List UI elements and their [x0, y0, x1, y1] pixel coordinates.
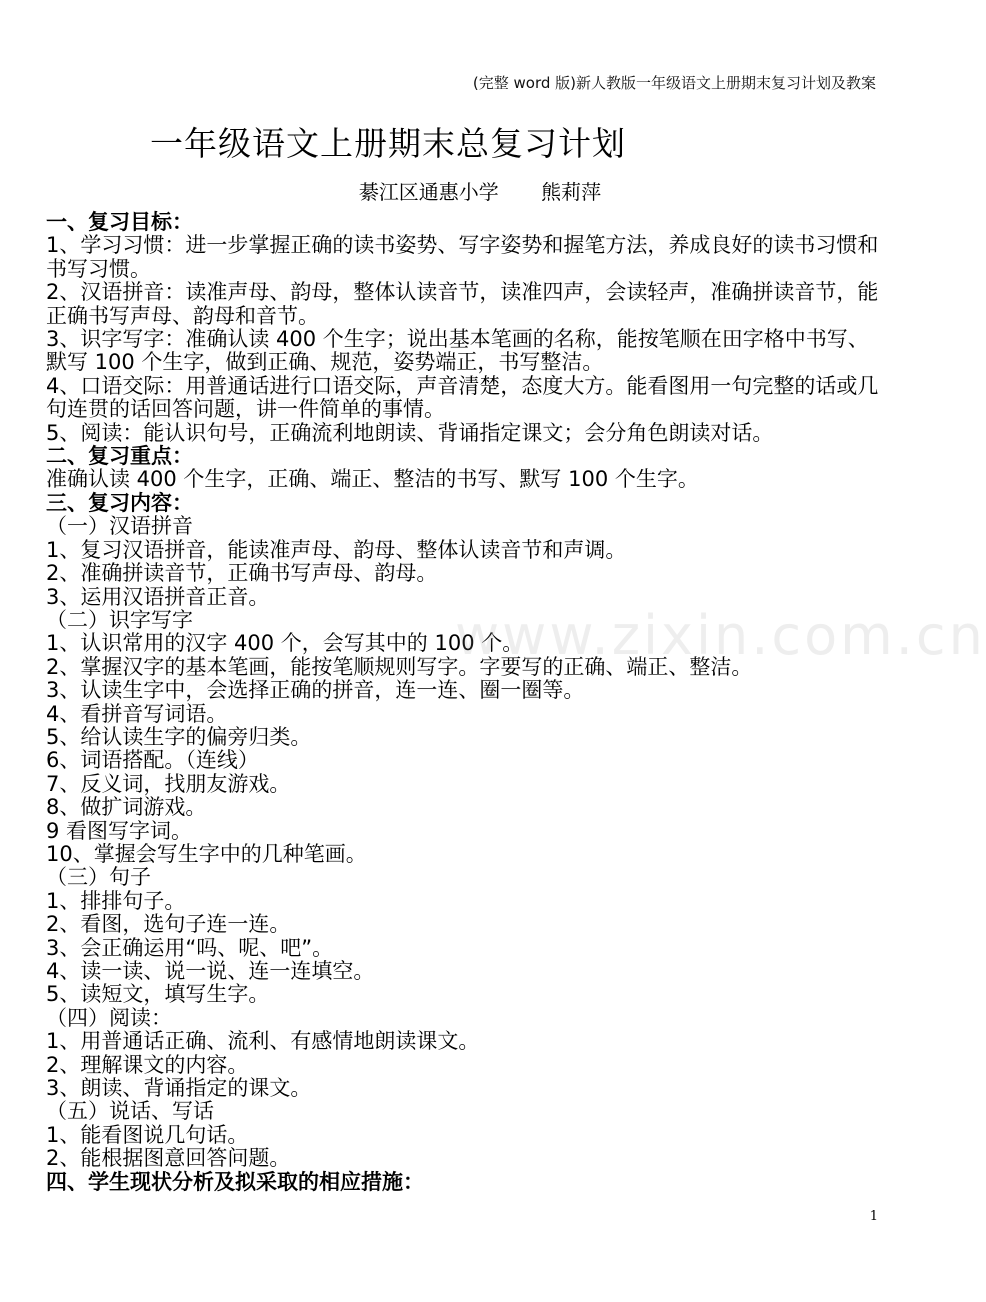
body-line: （五）说话、写话: [46, 1099, 214, 1124]
body-line: （四）阅读：: [46, 1005, 172, 1030]
document-body: [46, 211, 880, 1194]
body-line: 5、阅读：能认识句号，正确流利地朗读、背诵指定课文；会分角色朗读对话。: [46, 420, 774, 445]
body-line: 2、汉语拼音：读准声母、韵母，整体认读音节，读准四声，会读轻声，准确拼读音节，能正确书写声母、韵母和音节。: [46, 280, 879, 328]
body-line: （三）句子: [46, 865, 151, 890]
body-line: 3、会正确运用“吗、呢、吧”。: [46, 935, 334, 960]
body-line: 4、读一读、说一说、连一连填空。: [46, 959, 375, 983]
header-note: (完整 word 版)新人教版一年级语文上册期末复习计划及教案: [472, 74, 876, 92]
body-line: 3、识字写字：准确认读 400 个生字；说出基本笔画的名称，能按笔顺在田字格中书写、默写 100 个生字，做到正确、规范，姿势端正，书写整洁。: [46, 327, 869, 375]
body-line: 1、复习汉语拼音，能读准声母、韵母、整体认读音节和声调。: [46, 537, 627, 562]
body-line: 5、给认读生字的偏旁归类。: [46, 724, 312, 749]
body-line: 3、朗读、背诵指定的课文。: [46, 1076, 312, 1101]
section-heading: 三、复习内容：: [46, 490, 193, 515]
body-line: 1、能看图说几句话。: [46, 1122, 249, 1147]
body-line: 3、运用汉语拼音正音。: [46, 584, 270, 609]
body-line: 9 看图写字词。: [46, 818, 193, 843]
body-line: 1、认识常用的汉字 400 个，会写其中的 100 个。: [46, 631, 524, 656]
body-line: 8、做扩词游戏。: [46, 795, 207, 820]
body-line: 4、口语交际：用普通话进行口语交际，声音清楚，态度大方。能看图用一句完整的话或几句连贯的话回答问题，讲一件简单的事情。: [46, 373, 879, 422]
author-line: [0, 176, 920, 205]
body-line: （二）识字写字: [46, 607, 193, 632]
body-line: 准确认读 400 个生字，正确、端正、整洁的书写、默写 100 个生字。: [46, 467, 699, 492]
body-line: 1、学习习惯：进一步掌握正确的读书姿势、写字姿势和握笔方法，养成良好的读书习惯和书写习惯。: [46, 233, 879, 281]
body-line: 5、读短文，填写生字。: [46, 982, 270, 1007]
body-line: 3、认读生字中，会选择正确的拼音，连一连、圈一圈等。: [46, 678, 585, 703]
body-line: 2、理解课文的内容。: [46, 1052, 249, 1077]
body-line: 2、掌握汉字的基本笔画，能按笔顺规则写字。字要写的正确、端正、整洁。: [46, 654, 753, 679]
body-line: 1、用普通话正确、流利、有感情地朗读课文。: [46, 1029, 480, 1054]
section-heading: 四、学生现状分析及拟采取的相应措施：: [46, 1169, 424, 1194]
section-heading: 一、复习目标：: [46, 210, 193, 234]
watermark: www.zixin.com.cn: [455, 604, 986, 667]
body-line: 2、准确拼读音节，正确书写声母、韵母。: [46, 561, 438, 586]
author-name: 熊莉萍: [541, 180, 602, 204]
body-line: 10、掌握会写生字中的几种笔画。: [46, 841, 367, 866]
body-line: （一）汉语拼音: [46, 514, 193, 539]
body-line: 1、排排句子。: [46, 888, 186, 913]
school-name: 綦江区通惠小学: [358, 180, 499, 204]
body-line: 2、看图，选句子连一连。: [46, 912, 291, 937]
document-title: 一年级语文上册期末总复习计划: [150, 124, 626, 163]
section-heading: 二、复习重点：: [46, 444, 193, 469]
body-line: 7、反义词，找朋友游戏。: [46, 771, 291, 796]
body-line: 2、能根据图意回答问题。: [46, 1146, 291, 1171]
body-line: 4、看拼音写词语。: [46, 701, 228, 726]
page-number: 1: [869, 1209, 878, 1224]
body-line: 6、词语搭配。（连线）: [46, 748, 259, 773]
